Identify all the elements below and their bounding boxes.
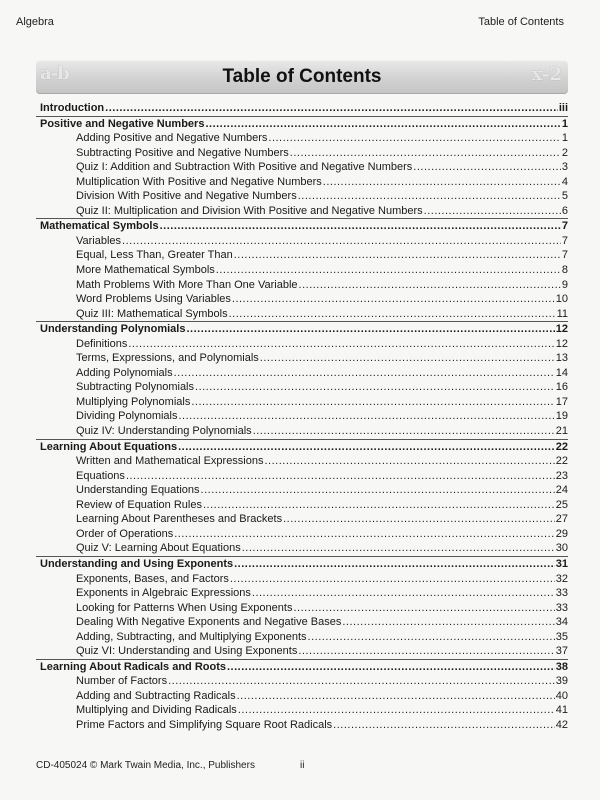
toc-entry-title: Quiz II: Multiplication and Division With Positive and Negative Numbers <box>76 204 423 217</box>
dot-leader <box>234 557 555 572</box>
dot-leader <box>126 469 555 484</box>
dot-leader <box>290 146 561 161</box>
toc-entry-title: Understanding Equations <box>76 484 200 497</box>
dot-leader <box>299 278 561 293</box>
dot-leader <box>216 263 561 278</box>
dot-leader <box>105 101 558 116</box>
toc-page-number: 29 <box>555 527 568 540</box>
header-subject: Algebra <box>16 16 54 28</box>
toc-page-number: 33 <box>555 587 568 600</box>
toc-entry-title: Dealing With Negative Exponents and Negative Bases <box>76 616 342 629</box>
toc-page-number: 38 <box>555 660 568 673</box>
toc-subentry <box>36 454 568 469</box>
dot-leader <box>252 586 555 601</box>
toc-entry-title: Word Problems Using Variables <box>76 293 231 306</box>
dot-leader <box>191 395 554 410</box>
banner-decoration-right: x-2 <box>531 64 562 85</box>
dot-leader <box>229 307 556 322</box>
toc-page-number: 10 <box>555 293 568 306</box>
toc-page-number: 27 <box>555 513 568 526</box>
toc-entry-title: Positive and Negative Numbers <box>40 117 205 130</box>
dot-leader <box>232 292 555 307</box>
toc-subentry <box>36 278 568 293</box>
toc-subentry <box>36 380 568 395</box>
running-header <box>16 16 564 28</box>
dot-leader <box>298 189 561 204</box>
dot-leader <box>195 380 555 395</box>
toc-page-number: 39 <box>555 675 568 688</box>
toc-entry-title: Mathematical Symbols <box>40 220 159 233</box>
toc-page-number: 12 <box>555 337 568 350</box>
toc-page-number: 41 <box>555 704 568 717</box>
toc-entry-title: Exponents in Algebraic Expressions <box>76 587 251 600</box>
toc-subentry <box>36 674 568 689</box>
dot-leader <box>333 718 555 733</box>
toc-subentry <box>36 146 568 161</box>
dot-leader <box>238 703 555 718</box>
toc-entry-title: Learning About Equations <box>40 440 178 453</box>
toc-subentry <box>36 366 568 381</box>
toc-entry-title: Review of Equation Rules <box>76 498 202 511</box>
dot-leader <box>174 366 555 381</box>
toc-subentry <box>36 234 568 249</box>
toc-page-number: 6 <box>561 204 568 217</box>
toc-entry-title: Number of Factors <box>76 675 168 688</box>
toc-page-number: 12 <box>555 323 568 336</box>
toc-subentry <box>36 395 568 410</box>
toc-subentry <box>36 689 568 704</box>
toc-entry-title: Definitions <box>76 337 128 350</box>
toc-entry-title: Subtracting Polynomials <box>76 381 195 394</box>
dot-leader <box>234 248 561 263</box>
toc-page-number: 14 <box>555 366 568 379</box>
dot-leader <box>253 424 555 439</box>
toc-page-number: 7 <box>561 249 568 262</box>
toc-subentry <box>36 204 568 219</box>
toc-page-number: 3 <box>561 161 568 174</box>
toc-page-number: 16 <box>555 381 568 394</box>
header-section: Table of Contents <box>478 16 564 28</box>
toc-page-number: iii <box>558 102 568 114</box>
toc-entry-title: Adding and Subtracting Radicals <box>76 689 236 702</box>
dot-leader <box>122 234 561 249</box>
table-of-contents <box>36 101 568 733</box>
toc-page-number: 32 <box>555 572 568 585</box>
dot-leader <box>205 117 560 132</box>
toc-subentry <box>36 615 568 630</box>
toc-entry-title: Multiplication With Positive and Negative Numbers <box>76 175 322 188</box>
dot-leader <box>237 689 555 704</box>
toc-subentry <box>36 601 568 616</box>
dot-leader <box>160 219 561 234</box>
toc-entry-title: Multiplying Polynomials <box>76 395 191 408</box>
page-title: Table of Contents <box>222 66 382 87</box>
toc-subentry <box>36 131 568 146</box>
toc-entry-title: Equal, Less Than, Greater Than <box>76 249 233 262</box>
dot-leader <box>242 541 555 556</box>
toc-page-number: 5 <box>561 190 568 203</box>
dot-leader <box>128 337 554 352</box>
toc-entry-title: Learning About Radicals and Roots <box>40 660 226 673</box>
toc-entry-title: Adding, Subtracting, and Multiplying Exponents <box>76 630 307 643</box>
dot-leader <box>424 204 561 219</box>
dot-leader <box>260 351 555 366</box>
toc-section-entry <box>36 101 568 116</box>
toc-page-number: 22 <box>555 455 568 468</box>
toc-page-number: 35 <box>555 630 568 643</box>
toc-entry-title: Variables <box>76 234 122 247</box>
toc-page-number: 21 <box>555 425 568 438</box>
toc-subentry <box>36 409 568 424</box>
toc-subentry <box>36 483 568 498</box>
footer-credit: CD-405024 © Mark Twain Media, Inc., Publishers <box>36 760 255 771</box>
toc-subentry <box>36 424 568 439</box>
banner-decoration-left: a-b <box>40 63 69 84</box>
toc-subentry <box>36 703 568 718</box>
toc-entry-title: Quiz VI: Understanding and Using Exponents <box>76 645 298 658</box>
toc-entry-title: Exponents, Bases, and Factors <box>76 572 229 585</box>
dot-leader <box>293 601 554 616</box>
toc-subentry <box>36 469 568 484</box>
toc-subentry <box>36 527 568 542</box>
toc-entry-title: Subtracting Positive and Negative Numbers <box>76 146 289 159</box>
toc-subentry <box>36 337 568 352</box>
dot-leader <box>179 409 555 424</box>
dot-leader <box>283 512 555 527</box>
toc-subentry <box>36 175 568 190</box>
dot-leader <box>201 483 555 498</box>
toc-section-entry <box>36 219 568 234</box>
toc-page-number: 40 <box>555 689 568 702</box>
toc-page-number: 19 <box>555 410 568 423</box>
toc-subentry <box>36 512 568 527</box>
toc-entry-title: Understanding and Using Exponents <box>40 557 234 570</box>
toc-page-number: 37 <box>555 645 568 658</box>
dot-leader <box>230 572 555 587</box>
dot-leader <box>265 454 555 469</box>
toc-page-number: 9 <box>561 278 568 291</box>
toc-page-number: 13 <box>555 352 568 365</box>
toc-entry-title: Looking for Patterns When Using Exponents <box>76 601 293 614</box>
toc-page-number: 11 <box>556 307 568 320</box>
toc-subentry <box>36 351 568 366</box>
toc-page-number: 1 <box>561 132 568 145</box>
toc-section-entry <box>36 660 568 675</box>
toc-page-number: 7 <box>561 234 568 247</box>
dot-leader <box>174 527 555 542</box>
toc-page-number: 24 <box>555 484 568 497</box>
dot-leader <box>203 498 555 513</box>
toc-entry-title: Quiz V: Learning About Equations <box>76 542 241 555</box>
toc-entry-title: Order of Operations <box>76 527 174 540</box>
toc-page-number: 8 <box>561 264 568 277</box>
toc-entry-title: Quiz IV: Understanding Polynomials <box>76 425 252 438</box>
toc-entry-title: More Mathematical Symbols <box>76 264 215 277</box>
dot-leader <box>298 644 554 659</box>
dot-leader <box>186 322 554 337</box>
toc-entry-title: Learning About Parentheses and Brackets <box>76 513 283 526</box>
toc-entry-title: Math Problems With More Than One Variable <box>76 278 298 291</box>
toc-page-number: 4 <box>561 175 568 188</box>
toc-subentry <box>36 189 568 204</box>
toc-subentry <box>36 498 568 513</box>
toc-section-entry <box>36 440 568 455</box>
toc-page-number: 17 <box>555 395 568 408</box>
dot-leader <box>268 131 560 146</box>
toc-page-number: 31 <box>555 557 568 570</box>
toc-page-number: 34 <box>555 616 568 629</box>
toc-page-number: 42 <box>555 718 568 731</box>
toc-section-entry <box>36 322 568 337</box>
toc-subentry <box>36 160 568 175</box>
toc-subentry <box>36 586 568 601</box>
toc-page-number: 25 <box>555 498 568 511</box>
dot-leader <box>168 674 555 689</box>
toc-page-number: 22 <box>555 440 568 453</box>
dot-leader <box>308 630 555 645</box>
toc-page-number: 30 <box>555 542 568 555</box>
title-banner <box>36 60 568 94</box>
dot-leader <box>178 440 555 455</box>
toc-entry-title: Prime Factors and Simplifying Square Root Radicals <box>76 718 333 731</box>
toc-entry-title: Division With Positive and Negative Numbers <box>76 190 297 203</box>
toc-entry-title: Adding Polynomials <box>76 366 173 379</box>
toc-entry-title: Equations <box>76 469 125 482</box>
footer-page-number: ii <box>300 760 305 771</box>
toc-subentry <box>36 292 568 307</box>
toc-page-number: 1 <box>561 117 568 130</box>
dot-leader <box>342 615 554 630</box>
toc-page-number: 2 <box>561 146 568 159</box>
toc-subentry <box>36 630 568 645</box>
toc-subentry <box>36 307 568 322</box>
dot-leader <box>323 175 561 190</box>
toc-entry-title: Understanding Polynomials <box>40 323 186 336</box>
toc-subentry <box>36 644 568 659</box>
toc-page-number: 33 <box>555 601 568 614</box>
toc-subentry <box>36 572 568 587</box>
toc-subentry <box>36 263 568 278</box>
toc-subentry <box>36 718 568 733</box>
toc-entry-title: Terms, Expressions, and Polynomials <box>76 352 259 365</box>
toc-entry-title: Dividing Polynomials <box>76 410 178 423</box>
toc-entry-title: Adding Positive and Negative Numbers <box>76 132 268 145</box>
toc-subentry <box>36 541 568 556</box>
toc-entry-title: Introduction <box>40 102 105 114</box>
toc-entry-title: Multiplying and Dividing Radicals <box>76 704 237 717</box>
dot-leader <box>227 660 555 675</box>
dot-leader <box>413 160 561 175</box>
toc-entry-title: Written and Mathematical Expressions <box>76 455 264 468</box>
toc-entry-title: Quiz III: Mathematical Symbols <box>76 307 228 320</box>
toc-page-number: 23 <box>555 469 568 482</box>
toc-section-entry <box>36 117 568 132</box>
toc-page-number: 7 <box>561 220 568 233</box>
toc-entry-title: Quiz I: Addition and Subtraction With Positive and Negative Numbers <box>76 161 413 174</box>
toc-section-entry <box>36 557 568 572</box>
toc-subentry <box>36 248 568 263</box>
